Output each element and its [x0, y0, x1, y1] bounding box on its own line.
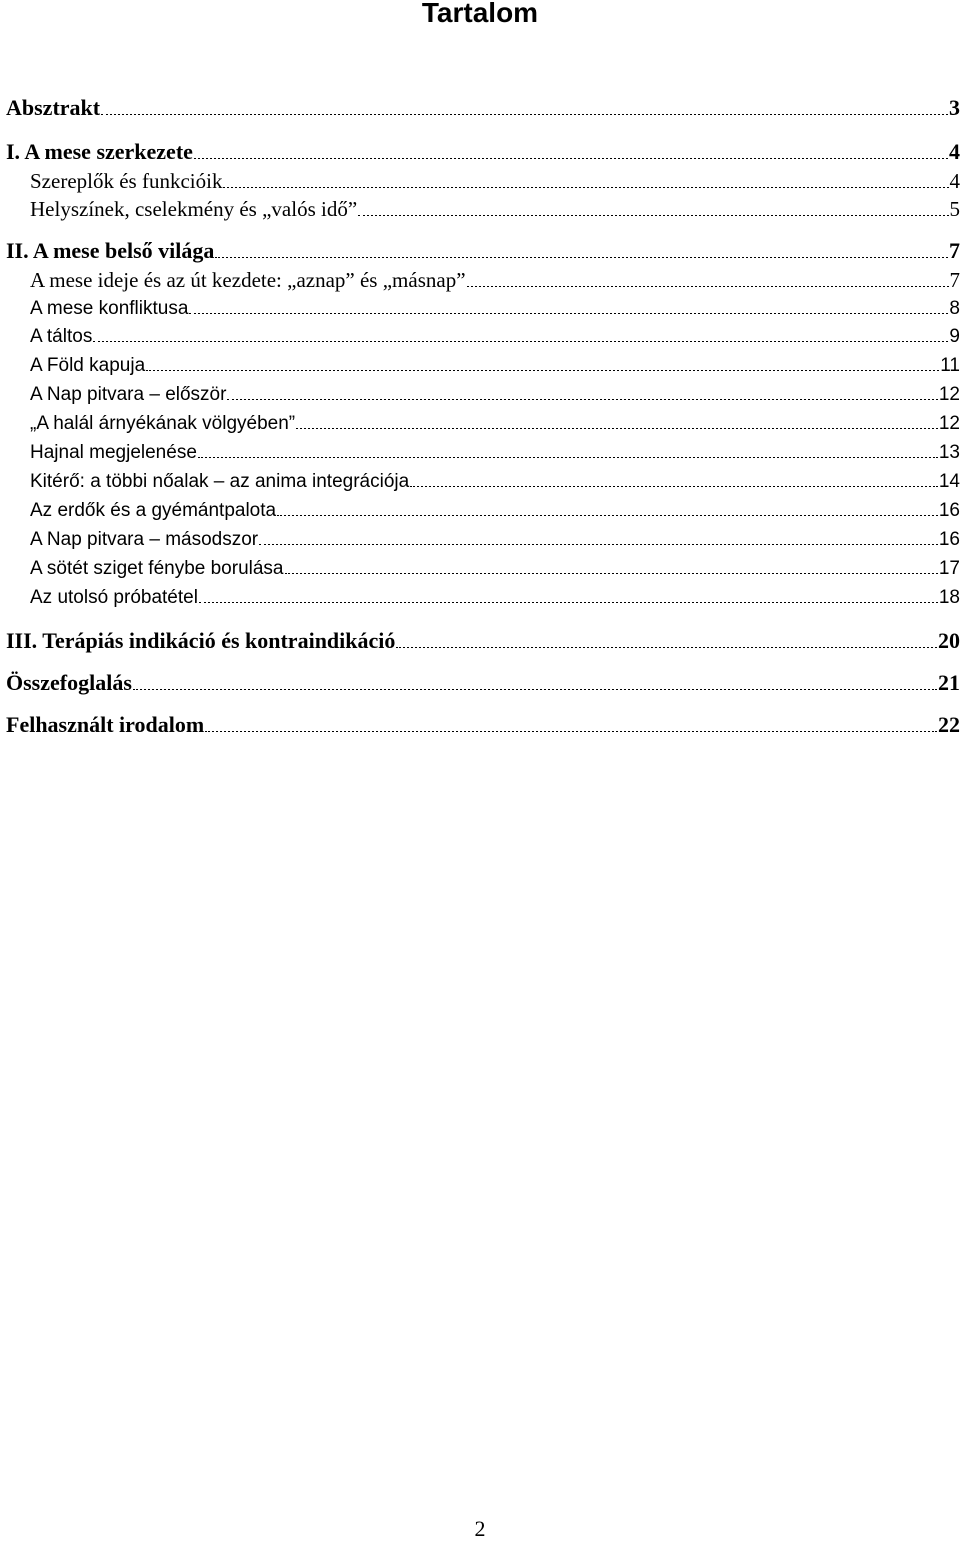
toc-entry-conflict[interactable] — [30, 294, 960, 324]
toc-entry-label: A Nap pitvara – másodszor — [30, 529, 259, 550]
toc-entry-time[interactable] — [30, 265, 960, 295]
dot-leader — [198, 457, 938, 458]
toc-entry-label: Felhasznált irodalom — [6, 712, 205, 737]
toc-entry-dark-island[interactable] — [30, 554, 960, 584]
toc-entry-label: II. A mese belső világa — [6, 238, 215, 263]
toc-entry-page: 16 — [938, 529, 960, 550]
toc-entry-page: 16 — [938, 500, 960, 521]
dot-leader — [467, 286, 949, 287]
dot-leader — [277, 515, 938, 516]
toc-entry-label: A mese konfliktusa — [30, 298, 189, 319]
dot-leader — [223, 187, 948, 188]
toc-entry-anima[interactable] — [30, 467, 960, 497]
toc-entry-chapter-1[interactable] — [6, 137, 960, 167]
toc-entry-page: 11 — [940, 355, 960, 376]
dot-leader — [101, 114, 948, 115]
toc-entry-page: 3 — [949, 95, 960, 120]
toc-entry-characters[interactable] — [30, 166, 960, 196]
toc-entry-label: Az erdők és a gyémántpalota — [30, 500, 277, 521]
toc-entry-label: Hajnal megjelenése — [30, 442, 197, 463]
toc-entry-label: Helyszínek, cselekmény és „valós idő” — [30, 197, 358, 221]
toc-entry-bibliography[interactable] — [6, 710, 960, 740]
page-number: 2 — [474, 1516, 486, 1541]
toc-entry-page: 22 — [938, 712, 960, 737]
dot-leader — [285, 573, 938, 574]
toc-entry-label: Összefoglalás — [6, 670, 132, 695]
toc-entry-sun-porch-first[interactable] — [30, 380, 960, 410]
dot-leader — [146, 370, 939, 371]
toc-entry-page: 14 — [938, 471, 960, 492]
toc-entry-page: 4 — [949, 139, 960, 164]
dot-leader — [358, 215, 948, 216]
toc-entry-label: A sötét sziget fénybe borulása — [30, 558, 284, 579]
toc-entry-taltos[interactable] — [30, 322, 960, 352]
toc-entry-page: 13 — [938, 442, 960, 463]
toc-entry-page: 20 — [938, 628, 960, 653]
dot-leader — [93, 341, 948, 342]
dot-leader — [194, 158, 948, 159]
toc-entry-label: A Föld kapuja — [30, 355, 146, 376]
toc-entry-dawn[interactable] — [30, 438, 960, 468]
toc-entry-page: 12 — [938, 384, 960, 405]
toc-entry-page: 12 — [938, 413, 960, 434]
toc-entry-label: Szereplők és funkcióik — [30, 169, 223, 193]
toc-entry-label: „A halál árnyékának völgyében” — [30, 413, 296, 434]
toc-entry-label: I. A mese szerkezete — [6, 139, 193, 164]
dot-leader — [396, 647, 937, 648]
toc-entry-page: 4 — [949, 169, 960, 193]
toc-entry-label: A Nap pitvara – először — [30, 384, 227, 405]
dot-leader — [259, 544, 938, 545]
toc-entry-label: Kitérő: a többi nőalak – az anima integrációja — [30, 471, 410, 492]
toc-entry-page: 7 — [949, 268, 960, 292]
dot-leader — [205, 731, 937, 732]
dot-leader — [296, 428, 938, 429]
dot-leader — [133, 689, 937, 690]
dot-leader — [199, 602, 938, 603]
toc-entry-forests[interactable] — [30, 496, 960, 526]
toc-entry-page: 21 — [938, 670, 960, 695]
toc-entry-earth-gate[interactable] — [30, 351, 960, 381]
toc-entry-valley[interactable] — [30, 409, 960, 439]
toc-entry-page: 18 — [938, 587, 960, 608]
toc-entry-page: 9 — [949, 326, 960, 347]
toc-entry-label: III. Terápiás indikáció és kontraindikáció — [6, 628, 396, 653]
dot-leader — [189, 313, 948, 314]
toc-entry-chapter-3[interactable] — [6, 626, 960, 656]
toc-entry-label: Az utolsó próbatétel — [30, 587, 198, 608]
toc-entry-settings[interactable] — [30, 194, 960, 224]
toc-entry-label: A mese ideje és az út kezdete: „aznap” és „másnap” — [30, 268, 466, 292]
dot-leader — [410, 486, 938, 487]
dot-leader — [227, 399, 937, 400]
toc-entry-last-trial[interactable] — [30, 583, 960, 613]
toc-entry-chapter-2[interactable] — [6, 236, 960, 266]
toc-entry-label: Absztrakt — [6, 95, 101, 120]
toc-entry-page: 8 — [949, 298, 960, 319]
page-title: Tartalom — [421, 0, 539, 28]
toc-entry-summary[interactable] — [6, 668, 960, 698]
toc-entry-page: 5 — [949, 197, 960, 221]
dot-leader — [215, 257, 948, 258]
toc-entry-label: A táltos — [30, 326, 93, 347]
toc-entry-sun-porch-second[interactable] — [30, 525, 960, 555]
toc-entry-page: 17 — [938, 558, 960, 579]
toc-entry-abstract[interactable] — [6, 93, 960, 123]
toc-entry-page: 7 — [949, 238, 960, 263]
